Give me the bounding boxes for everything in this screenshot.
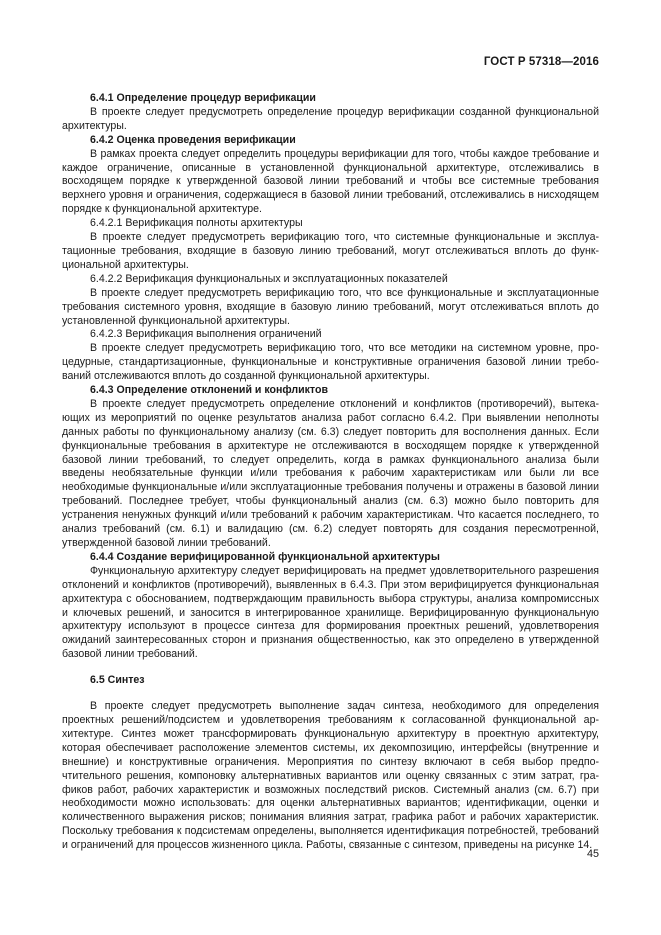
paragraph: Функциональную архитектуру следует верифицировать на предмет удовлетворительного разрешения отклонений и конфликтов (противоречий), выявленных в 6.4.3. При этом верифицируется функциональная архитектура с обоснованием, подтверждающим правильность выбора структуры, анализа компромиссных и ключевых решений, и заносится в интегрированное хранилище. Верифицированную функциональную архитектуру используют в процессе синтеза для формирования проектных решений, удовлетворения ожиданий заинтересованных сторон и признания общественностью, как это определено в утвержденной базовой линии требований.: [62, 564, 599, 661]
paragraph: В проекте следует предусмотреть выполнение задач синтеза, необходимого для определения проектных решений/подсистем и удовлетворения требованиям к согласованной функциональной архитектуре. Синтез может трансформировать функциональную архитектуру в проектную архитектуру, которая обеспечивает расположение элементов системы, их декомпозицию, интерфейсы (внутренние и внешние) и конструктивные ограничения. Мероприятия по синтезу включают в себя выбор предпочтительного решения, компоновку альтернативных вариантов или оценку связанных с этим затрат, графиков работ, рабочих характеристик и возможных последствий рисков. Системный анализ (см. 6.7) при необходимости можно использовать: для оценки альтернативных вариантов; идентификации, оценки и количественного выражения рисков; понимания влияния затрат, графика работ и рабочих характеристик. Поскольку требования к подсистемам определены, выполняется идентификация потребностей, требований и ограничений для процессов жизненного цикла. Работы, связанные с синтезом, приведены на рисунке 14.: [62, 700, 599, 852]
section-heading: 6.5 Синтез: [90, 674, 145, 687]
paragraph: В проекте следует предусмотреть верификацию того, что все методики на системном уровне, процедурные, стандартизационные, функциональные и конструктивные ограничения базовой линии требований отслеживаются вплоть до созданной функциональной архитектуры.: [62, 342, 599, 383]
document-code-header: ГОСТ Р 57318—2016: [483, 56, 599, 68]
paragraph: В проекте следует предусмотреть определение отклонений и конфликтов (противоречий), вытекающих из мероприятий по оценке результатов анализа работ согласно 6.4.2. При выявлении неполноты данных работы по функциональному анализу (см. 6.3) следует повторить для восполнения данных. Если функциональные требования в архитектуре не отслеживаются в восходящем порядке к утвержденной базовой линии требований, то следует определить, когда в рамках функционального анализа были введены необязательные функции и/или требования к рабочим характеристикам или были ли все необходимые функциональные и/или эксплуатационные требования получены и отражены в базовой линии требований. Последнее требует, чтобы функциональный анализ (см. 6.3) можно было повторить для устранения ненужных функций и/или требований к рабочим характеристикам. Что касается последнего, то анализ требований (см. 6.1) и валидацию (см. 6.2) следует повторять для создания пересмотренной, утвержденной базовой линии требований.: [62, 397, 599, 549]
paragraph: В рамках проекта следует определить процедуры верификации для того, чтобы каждое требование и каждое ограничение, описанные в установленной функциональной архитектуре, отслеживались в восходящем порядке к утвержденной базовой линии требований и чтобы все системные требования верхнего уровня и ограничения, содержащиеся в базовой линии требований, отслеживались в нисходящем порядке к функциональной архитектуре.: [62, 147, 599, 216]
paragraph: В проекте следует предусмотреть определение процедур верификации созданной функциональной архитектуры.: [62, 105, 599, 132]
section-heading: 6.4.1 Определение процедур верификации: [90, 92, 316, 104]
paragraph: 6.4.2.3 Верификация выполнения ограничений: [90, 328, 322, 341]
section-heading: 6.4.2 Оценка проведения верификации: [90, 133, 296, 146]
paragraph-gap: [62, 688, 599, 700]
section-heading: 6.4.3 Определение отклонений и конфликтов: [90, 384, 328, 397]
paragraph: В проекте следует предусмотреть верификацию того, что все функциональные и эксплуатационные требования системного уровня, входящие в базовую линию требований, могут отслеживаться вплоть до установленной функциональной архитектуры.: [62, 286, 599, 327]
paragraph-gap: [62, 662, 599, 674]
page-number: 45: [586, 848, 599, 860]
document-body: [62, 92, 599, 853]
section-heading: 6.4.4 Создание верифицированной функциональной архитектуры: [90, 550, 440, 563]
paragraph: 6.4.2.2 Верификация функциональных и эксплуатационных показателей: [90, 272, 448, 285]
paragraph: 6.4.2.1 Верификация полноты архитектуры: [90, 217, 303, 230]
paragraph: В проекте следует предусмотреть верификацию того, что системные функциональные и эксплуатационные требования, входящие в базовую линию требований, могут отслеживаться вплоть до функциональной архитектуры.: [62, 231, 599, 271]
